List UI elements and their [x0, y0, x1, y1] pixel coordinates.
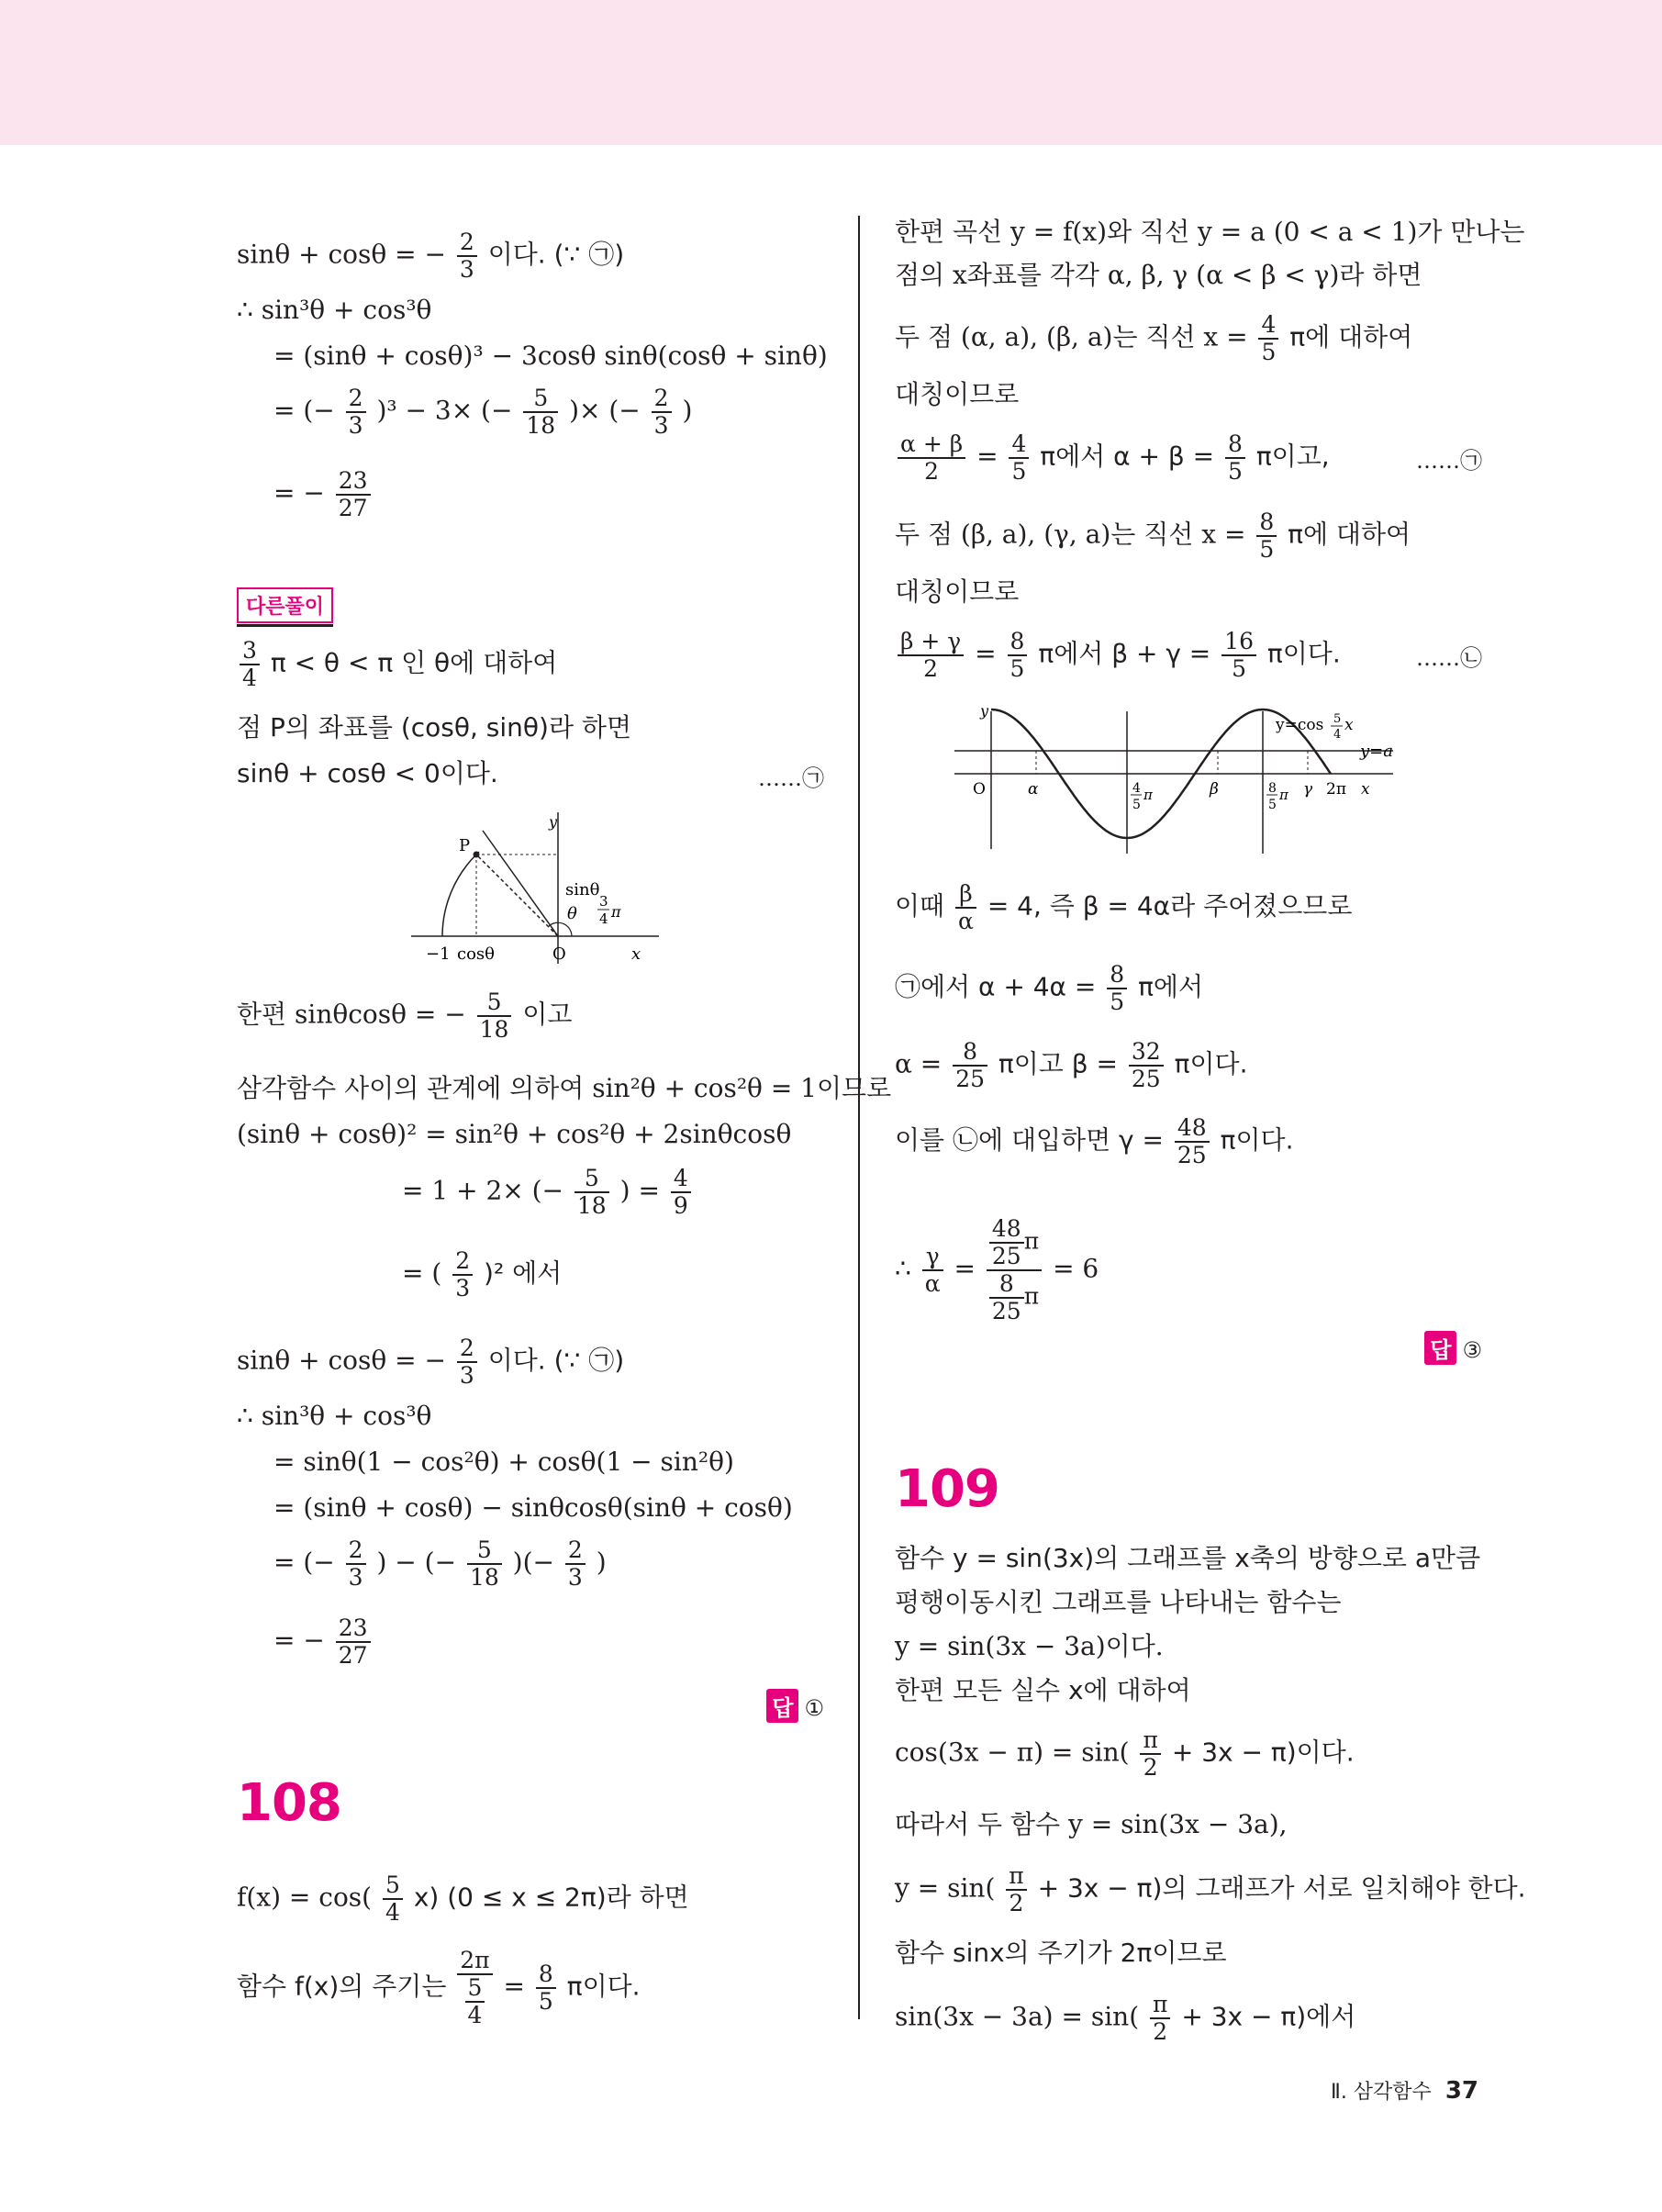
product-eq: [237, 989, 572, 1043]
text: + 3x − π)이다.: [1171, 1737, 1355, 1768]
answer-value: ①: [804, 1695, 824, 1721]
denominator: 3: [653, 412, 669, 439]
label-tick1-pi: π: [1143, 787, 1153, 803]
ray: [483, 831, 558, 936]
numerator: 8: [1107, 962, 1127, 989]
label-tick2-num: 8: [1268, 781, 1277, 796]
shift-statement-2: 평행이동시킨 그래프를 나타내는 함수는: [895, 1587, 1342, 1617]
fraction: [898, 431, 965, 485]
numerator: β + γ: [898, 629, 964, 656]
radius-op: [476, 855, 558, 936]
label-tag-2: ……㉡: [1416, 645, 1482, 671]
symmetric-text-1: 대칭이므로: [895, 379, 1020, 409]
text: )³ − 3× (−: [376, 395, 513, 426]
label-two-pi: 2π: [1326, 780, 1346, 799]
fraction: [1006, 1863, 1026, 1916]
text: =: [976, 441, 998, 472]
cos-sin-identity: [895, 1727, 1355, 1781]
text: )(−: [512, 1547, 554, 1578]
label-sin: sinθ: [565, 880, 600, 899]
numerator: 2π: [457, 1948, 492, 1975]
shift-statement: 함수 y = sin(3x)의 그래프를 x축의 방향으로 a만큼: [895, 1543, 1481, 1573]
pi: π: [1023, 1227, 1040, 1255]
eq-cube-sum: ∴ sin³θ + cos³θ: [237, 295, 432, 325]
text: + 3x − π)에서: [1181, 2001, 1356, 2032]
fraction: [1221, 629, 1256, 682]
denominator: 25: [991, 1243, 1021, 1269]
fraction: [383, 1872, 403, 1926]
numerator: 23: [336, 1615, 371, 1643]
period-statement: 함수 sinx의 주기가 2π이므로: [895, 1938, 1227, 1968]
text: = −: [273, 477, 325, 508]
numerator: π: [1150, 1992, 1170, 2019]
text: ∴: [895, 1253, 911, 1284]
numerator: 8: [1256, 509, 1277, 537]
numerator: 2: [565, 1537, 586, 1565]
text: π에 대하여: [1288, 519, 1411, 550]
nested-fraction: [465, 1975, 485, 2028]
denominator: [987, 1271, 1042, 1324]
numerator: [987, 1216, 1042, 1271]
denominator: 3: [459, 1362, 474, 1389]
square-value: [402, 1166, 694, 1219]
fraction: [336, 468, 371, 521]
fraction: [1225, 431, 1245, 485]
text: 이때: [895, 890, 945, 922]
denominator: 3: [455, 1275, 471, 1302]
shifted-func: y = sin(3x − 3a)이다.: [895, 1631, 1164, 1661]
answer-label: 답: [1424, 1331, 1456, 1365]
label-curve-x: x: [1344, 716, 1354, 734]
text: π에서 β + γ =: [1038, 638, 1211, 669]
alternative-solution-label: 다른풀이: [237, 587, 333, 623]
denominator: 3: [567, 1564, 583, 1591]
fraction: [536, 1961, 556, 2015]
numerator: 5: [467, 1537, 502, 1565]
gamma-value: [895, 1115, 1293, 1168]
numerator: π: [1006, 1863, 1026, 1891]
denominator: 2: [924, 458, 940, 485]
label-line-a: y=a: [1360, 742, 1393, 761]
fraction: [1258, 312, 1278, 365]
label-cos: cosθ: [457, 944, 495, 964]
ratio-condition: [895, 881, 1352, 934]
text: 두 점 (α, a), (β, a)는 직선 x =: [895, 321, 1248, 352]
denominator: α: [924, 1270, 941, 1297]
functions-coincide: [895, 1863, 1526, 1916]
numerator: 5: [477, 989, 512, 1017]
text: 이다. (∵ ㉠): [487, 1345, 625, 1376]
pi: π: [1023, 1282, 1040, 1310]
fraction: [346, 1537, 366, 1591]
text: ) − (−: [376, 1547, 457, 1578]
fraction: [1009, 431, 1029, 485]
numerator: 2: [457, 1335, 477, 1363]
text: = (−: [273, 395, 335, 426]
denominator: 4: [467, 2002, 483, 2028]
denominator: 9: [673, 1192, 688, 1219]
denominator: 3: [459, 256, 474, 283]
denominator: 5: [1009, 655, 1025, 682]
fraction: [1008, 629, 1028, 682]
answer-108: [1424, 1331, 1482, 1365]
denominator: 25: [1177, 1142, 1207, 1168]
problem-number-108: 108: [237, 1773, 341, 1833]
symmetry-2: [895, 509, 1411, 563]
text: ) =: [619, 1175, 660, 1206]
compound-fraction: [987, 1216, 1042, 1324]
text: + 3x − π)의 그래프가 서로 일치해야 한다.: [1037, 1872, 1526, 1904]
alpha-beta-values: [895, 1039, 1247, 1092]
label-frac-num: 3: [599, 893, 608, 910]
text: sin(3x − 3a) = sin(: [895, 2001, 1140, 2032]
label-theta: θ: [567, 904, 577, 923]
eq-cube-result: [273, 468, 374, 521]
numerator: α + β: [898, 431, 965, 459]
label-alpha: α: [1028, 780, 1039, 799]
text: ㉠에서 α + 4α =: [895, 971, 1097, 1002]
numerator: 2: [346, 385, 366, 413]
numerator: 48: [989, 1216, 1024, 1244]
text: π이다.: [1266, 638, 1341, 669]
numerator: 23: [336, 468, 371, 496]
text: sinθ + cosθ = −: [237, 1345, 446, 1376]
unit-circle-diagram: [411, 803, 677, 968]
column-divider: [858, 216, 860, 2019]
text: 이다. (∵ ㉠): [487, 239, 625, 270]
label-tick1-num: 4: [1132, 781, 1141, 796]
sum-result-2: [237, 1335, 624, 1389]
numerator: 32: [1129, 1039, 1164, 1067]
square-form: [402, 1248, 562, 1302]
nested-fraction: [989, 1216, 1024, 1269]
text: = 4, 즉 β = 4α라 주어졌으므로: [987, 890, 1353, 922]
fraction: [477, 989, 512, 1043]
text: ): [596, 1547, 607, 1578]
denominator: 3: [348, 412, 363, 439]
label-pi: π: [611, 903, 621, 921]
fraction: [523, 385, 558, 439]
text: cos(3x − π) = sin(: [895, 1737, 1130, 1768]
text: π에 대하여: [1289, 321, 1413, 352]
label-tick1-den: 5: [1132, 798, 1141, 812]
fraction: [1175, 1115, 1210, 1168]
denominator: 5: [1259, 536, 1275, 563]
denominator: 2: [923, 655, 939, 682]
cosine-graph: [954, 702, 1404, 867]
text: )² 에서: [484, 1257, 563, 1289]
numerator: 2: [652, 385, 672, 413]
fraction: [457, 229, 477, 283]
label-curve-text: y=cos: [1276, 716, 1324, 734]
numerator: 2: [452, 1248, 473, 1276]
denominator: 5: [1228, 458, 1243, 485]
text: π이고,: [1255, 441, 1330, 472]
cube-sum-2: ∴ sin³θ + cos³θ: [237, 1401, 432, 1431]
text: 두 점 (β, a), (γ, a)는 직선 x =: [895, 519, 1246, 550]
fraction: [457, 1335, 477, 1389]
text: = (: [402, 1257, 442, 1289]
label-curve: [1275, 716, 1323, 734]
fraction: [922, 1244, 943, 1297]
text: 이를 ㉡에 대입하면 γ =: [895, 1124, 1164, 1156]
func-def: [237, 1872, 689, 1926]
symmetry-1: [895, 312, 1412, 365]
text: 이고: [522, 999, 573, 1030]
label-minus-one: −1: [426, 944, 451, 964]
label-x: x: [1361, 780, 1370, 799]
numerator: 16: [1221, 629, 1256, 656]
text: =: [503, 1971, 525, 2002]
denominator: 25: [991, 1298, 1021, 1324]
square-expand: (sinθ + cosθ)² = sin²θ + cos²θ + 2sinθcosθ: [237, 1119, 792, 1149]
denominator: 4: [385, 1899, 400, 1926]
denominator: 4: [242, 665, 257, 691]
text: π < θ < π 인 θ에 대하여: [270, 647, 558, 678]
fraction: [1140, 1727, 1160, 1781]
numerator: 3: [240, 638, 260, 665]
label-tick2-den: 5: [1268, 798, 1277, 812]
fraction: [457, 1948, 492, 2028]
nested-fraction: [989, 1271, 1024, 1324]
denominator: 27: [338, 495, 368, 521]
numerator: 2: [346, 1537, 366, 1565]
section-title: Ⅱ. 삼각함수: [1330, 2081, 1432, 2104]
numerator: 8: [989, 1271, 1024, 1299]
denominator: 2: [1153, 2018, 1168, 2045]
label-tag-1: ……㉠: [758, 765, 824, 791]
text: π이고 β =: [998, 1048, 1118, 1079]
problem-number-109: 109: [895, 1459, 999, 1519]
text: y = sin(: [895, 1872, 996, 1904]
text: )× (−: [569, 395, 641, 426]
denominator: 3: [348, 1564, 363, 1591]
text: α =: [895, 1048, 943, 1079]
label-origin: O: [552, 944, 566, 964]
denominator: [457, 1975, 492, 2028]
fraction: [671, 1166, 691, 1219]
numerator: 5: [383, 1872, 403, 1900]
cube-factor-2: = (sinθ + cosθ) − sinθcosθ(sinθ + cosθ): [273, 1492, 793, 1523]
text: =: [954, 1253, 976, 1284]
cube-result-2: [273, 1615, 374, 1669]
symmetric-text-2: 대칭이므로: [895, 576, 1020, 607]
denominator: 5: [538, 1988, 553, 2015]
text: f(x) = cos(: [237, 1882, 373, 1913]
numerator: 8: [536, 1961, 556, 1989]
angle-arc: [549, 922, 572, 936]
label-curve-frac-den: 4: [1333, 728, 1342, 742]
fraction: [346, 385, 366, 439]
numerator: γ: [922, 1244, 943, 1271]
intersect-statement: 한편 곡선 y = f(x)와 직선 y = a (0 < a < 1)가 만나는: [895, 217, 1525, 247]
for-all-x: 한편 모든 실수 x에 대하여: [895, 1675, 1191, 1705]
label-y: y: [980, 702, 989, 720]
alt-condition: [237, 638, 557, 691]
answer-value: ③: [1462, 1337, 1482, 1363]
func-period: [237, 1948, 641, 2028]
text: x) (0 ≤ x ≤ 2π)라 하면: [413, 1882, 689, 1913]
numerator: 4: [1009, 431, 1029, 459]
fraction: [1129, 1039, 1164, 1092]
alpha-beta-eq: [895, 431, 1330, 485]
final-equation: [895, 1992, 1355, 2045]
label-tag-1: ……㉠: [1416, 448, 1482, 474]
text: sinθ + cosθ < 0이다.: [237, 758, 498, 788]
text: = (−: [273, 1547, 335, 1578]
numerator: β: [955, 881, 976, 909]
alt-inequality: [237, 757, 498, 790]
text: =: [975, 638, 997, 669]
text: 함수 f(x)의 주기는: [237, 1971, 447, 2002]
point-p: [474, 852, 480, 858]
label-gamma: γ: [1303, 780, 1313, 799]
substitute-1: [895, 962, 1203, 1015]
label-tick2-pi: π: [1279, 787, 1288, 803]
denominator: 5: [1011, 458, 1027, 485]
denominator: 18: [576, 1192, 607, 1219]
denominator: α: [958, 908, 974, 934]
fraction: [652, 385, 672, 439]
fraction: [574, 1166, 609, 1219]
text: = −: [273, 1625, 325, 1656]
eq-cube-expand: = (sinθ + cosθ)³ − 3cosθ sinθ(cosθ + sinθ): [273, 341, 828, 371]
unit-arc: [442, 855, 476, 936]
label-curve-frac-num: 5: [1333, 712, 1342, 726]
fraction: [565, 1537, 586, 1591]
numerator: 2: [457, 229, 477, 257]
intersect-roots: 점의 x좌표를 각각 α, β, γ (α < β < γ)라 하면: [895, 260, 1422, 290]
denominator: 5: [1232, 655, 1247, 682]
denominator: 5: [1261, 339, 1277, 365]
two-functions: 따라서 두 함수 y = sin(3x − 3a),: [895, 1809, 1288, 1839]
numerator: π: [1140, 1727, 1160, 1755]
label-p: P: [459, 836, 471, 855]
numerator: 5: [523, 385, 558, 413]
text: π이다.: [566, 1971, 641, 2002]
cube-expand-2: = sinθ(1 − cos²θ) + cosθ(1 − sin²θ): [273, 1447, 734, 1477]
fraction: [898, 629, 964, 682]
denominator: 2: [1143, 1754, 1158, 1781]
denominator: 5: [1110, 989, 1125, 1015]
denominator: 25: [1131, 1066, 1161, 1092]
cube-sub-2: [273, 1537, 607, 1591]
numerator: 5: [465, 1975, 485, 2003]
numerator: 48: [1175, 1115, 1210, 1143]
answer-label: 답: [766, 1689, 798, 1723]
label-y: y: [549, 813, 558, 831]
text: π에서 α + β =: [1040, 441, 1215, 472]
label-beta: β: [1210, 780, 1219, 799]
numerator: 4: [671, 1166, 691, 1193]
eq-cube-sub: [273, 385, 692, 439]
fraction: [1256, 509, 1277, 563]
label-frac-den: 4: [599, 910, 608, 927]
numerator: 5: [574, 1166, 609, 1193]
beta-gamma-eq: [895, 629, 1341, 682]
denominator: 18: [469, 1564, 499, 1591]
text: = 1 + 2× (−: [402, 1175, 563, 1206]
fraction: [452, 1248, 473, 1302]
numerator: 4: [1258, 312, 1278, 340]
text: π에서: [1138, 971, 1204, 1002]
fraction: [1150, 1992, 1170, 2045]
page-number: 37: [1444, 2077, 1478, 2105]
fraction: [953, 1039, 987, 1092]
fraction: [955, 881, 976, 934]
fraction: [240, 638, 260, 691]
denominator: 18: [479, 1016, 509, 1043]
text: = 6: [1053, 1253, 1099, 1284]
label-origin: O: [973, 780, 986, 799]
denominator: 25: [955, 1066, 985, 1092]
text: π이다.: [1174, 1048, 1248, 1079]
numerator: 8: [953, 1039, 987, 1067]
text: sinθ + cosθ = −: [237, 239, 446, 270]
text: 한편 sinθcosθ = −: [237, 999, 466, 1030]
fraction: [467, 1537, 502, 1591]
text: π이다.: [1220, 1124, 1294, 1156]
fraction: [1107, 962, 1127, 1015]
text: ): [682, 395, 693, 426]
alt-point-p: 점 P의 좌표를 (cosθ, sinθ)라 하면: [237, 712, 632, 743]
ratio-result: [895, 1216, 1099, 1324]
denominator: 18: [526, 412, 556, 439]
top-color-band: [0, 0, 1662, 145]
numerator: 8: [1225, 431, 1245, 459]
denominator: 2: [1009, 1890, 1024, 1916]
answer-107: [766, 1689, 824, 1723]
fraction: [336, 1615, 371, 1669]
denominator: 27: [338, 1642, 368, 1669]
pythag-identity: 삼각함수 사이의 관계에 의하여 sin²θ + cos²θ = 1이므로: [237, 1073, 892, 1103]
label-x: x: [631, 944, 641, 964]
numerator: 8: [1008, 629, 1028, 656]
eq-sum-result: [237, 229, 624, 283]
page-footer: [1331, 2076, 1478, 2105]
